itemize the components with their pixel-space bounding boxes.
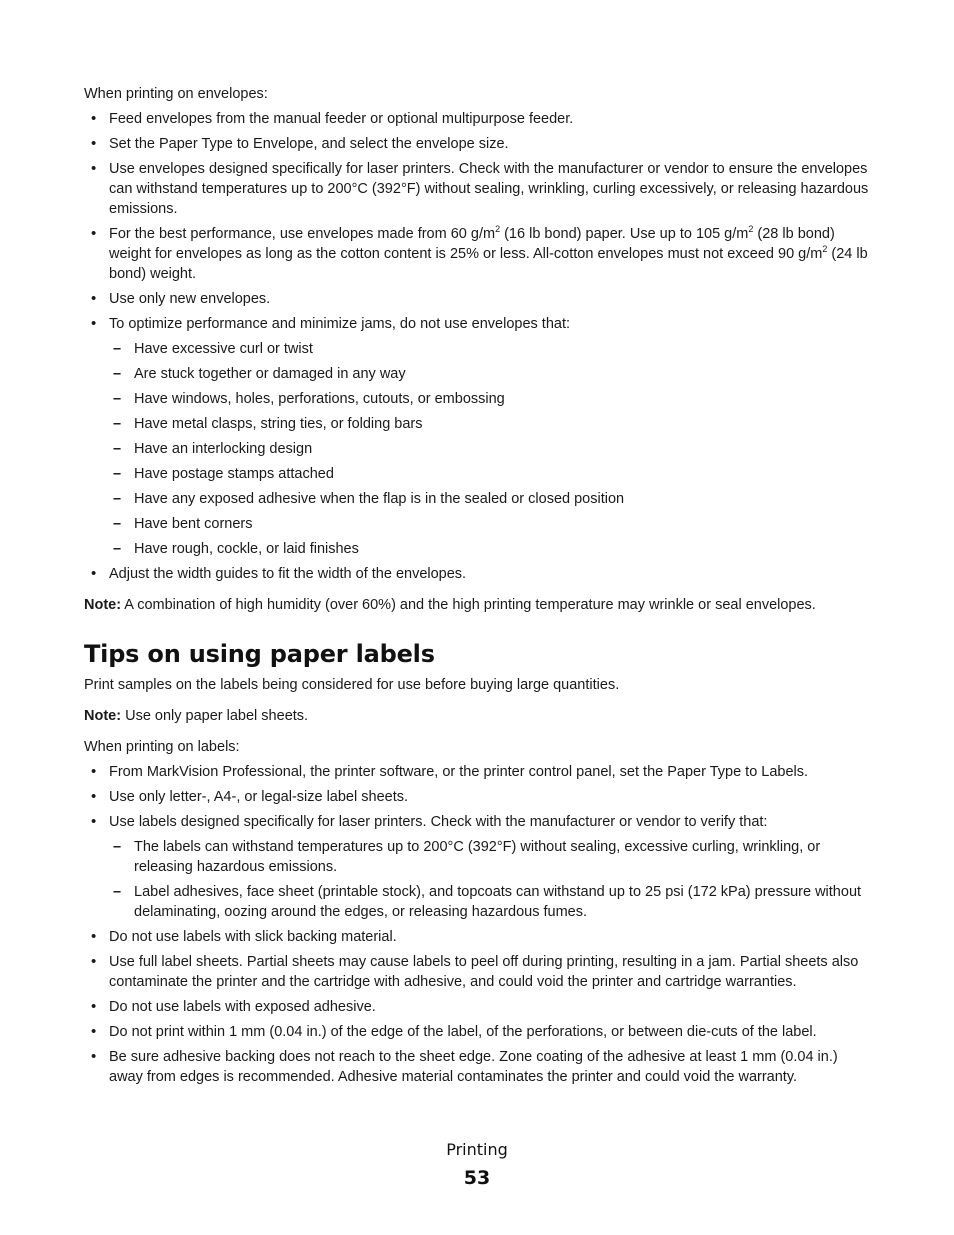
list-item: • Use envelopes designed specifically for laser printers. Check with the manufacturer or vendor to ensure the envelopes can withstand temperatures up to 200°C (392°F) without sealing, wrinkling, curling excessively, or releasing hazardous emissions. — [84, 159, 874, 219]
document-body — [84, 84, 874, 1092]
sub-list-item: – Have windows, holes, perforations, cutouts, or embossing — [109, 389, 874, 409]
label-bullet-list — [84, 762, 874, 1087]
sub-list-item: – Have bent corners — [109, 514, 874, 534]
note-label: Note: — [84, 597, 122, 613]
sub-list-item: – The labels can withstand temperatures up to 200°C (392°F) without sealing, excessive curling, wrinkling, or releasing hazardous emissions. — [109, 837, 874, 877]
list-item-weight: • For the best performance, use envelopes made from 60 $g/m^2$ (16 lb bond) paper. Use up to 105 $g/m^2$ (28 lb bond) weight for envelopes as long as the cotton content is 25% or less. All-cotton envelopes must not exceed 90 $g/m^2$ (24 lb bond) weight. — [84, 224, 874, 284]
page-number: 53 — [463, 1167, 491, 1189]
list-item-avoid — [84, 314, 874, 559]
list-item: • Do not use labels with exposed adhesive. — [84, 997, 874, 1017]
sub-list-item: – Are stuck together or damaged in any way — [109, 364, 874, 384]
labels-intro: Print samples on the labels being considered for use before buying large quantities. — [84, 677, 620, 693]
list-item-designed — [84, 812, 874, 922]
list-item: • Adjust the width guides to fit the width of the envelopes. — [84, 564, 874, 584]
envelopes-intro: When printing on envelopes: — [84, 86, 268, 102]
sub-list-item: – Have an interlocking design — [109, 439, 874, 459]
sub-list-item: – Label adhesives, face sheet (printable stock), and topcoats can withstand up to 25 psi (172 kPa) pressure without delaminating, oozing around the edges, or releasing hazardous fumes. — [109, 882, 874, 922]
sub-list-item: – Have postage stamps attached — [109, 464, 874, 484]
sub-list-item: – Have any exposed adhesive when the flap is in the sealed or closed position — [109, 489, 874, 509]
designed-intro: Use labels designed specifically for laser printers. Check with the manufacturer or vendor to verify that: — [109, 814, 768, 830]
list-item: • From MarkVision Professional, the printer software, or the printer control panel, set the Paper Type to Labels. — [84, 762, 874, 782]
list-item: • Do not print within 1 mm (0.04 in.) of the edge of the label, of the perforations, or between die-cuts of the label. — [84, 1022, 874, 1042]
note-text: Use only paper label sheets. — [121, 708, 309, 724]
footer-section-label: Printing — [446, 1140, 508, 1159]
list-item: • Feed envelopes from the manual feeder or optional multipurpose feeder. — [84, 109, 874, 129]
envelope-bullet-list — [84, 109, 874, 584]
avoid-intro: To optimize performance and minimize jams, do not use envelopes that: — [109, 316, 571, 332]
sub-list-item: – Have rough, cockle, or laid finishes — [109, 539, 874, 559]
labels-note — [84, 706, 874, 726]
avoid-sub-list — [109, 339, 874, 559]
section-heading: Tips on using paper labels — [84, 640, 435, 668]
list-item: • Set the Paper Type to Envelope, and select the envelope size. — [84, 134, 874, 154]
envelope-note — [84, 595, 874, 615]
list-item: • Be sure adhesive backing does not reach to the sheet edge. Zone coating of the adhesive at least 1 mm (0.04 in.) away from edges is recommended. Adhesive material contaminates the printer and could void the warranty. — [84, 1047, 874, 1087]
sub-list-item: – Have metal clasps, string ties, or folding bars — [109, 414, 874, 434]
sub-list-item: – Have excessive curl or twist — [109, 339, 874, 359]
note-label: Note: — [84, 708, 122, 724]
list-item: • Do not use labels with slick backing material. — [84, 927, 874, 947]
verify-sub-list — [109, 837, 874, 922]
list-item: • Use full label sheets. Partial sheets may cause labels to peel off during printing, resulting in a jam. Partial sheets also contaminate the printer and the cartridge with adhesive, and could void the printer and cartridge warranties. — [84, 952, 874, 992]
list-item: • Use only letter-, A4-, or legal-size label sheets. — [84, 787, 874, 807]
labels-printing-intro: When printing on labels: — [84, 739, 240, 755]
note-text: A combination of high humidity (over 60%) and the high printing temperature may wrinkle or seal envelopes. — [121, 597, 816, 613]
list-item: • Use only new envelopes. — [84, 289, 874, 309]
